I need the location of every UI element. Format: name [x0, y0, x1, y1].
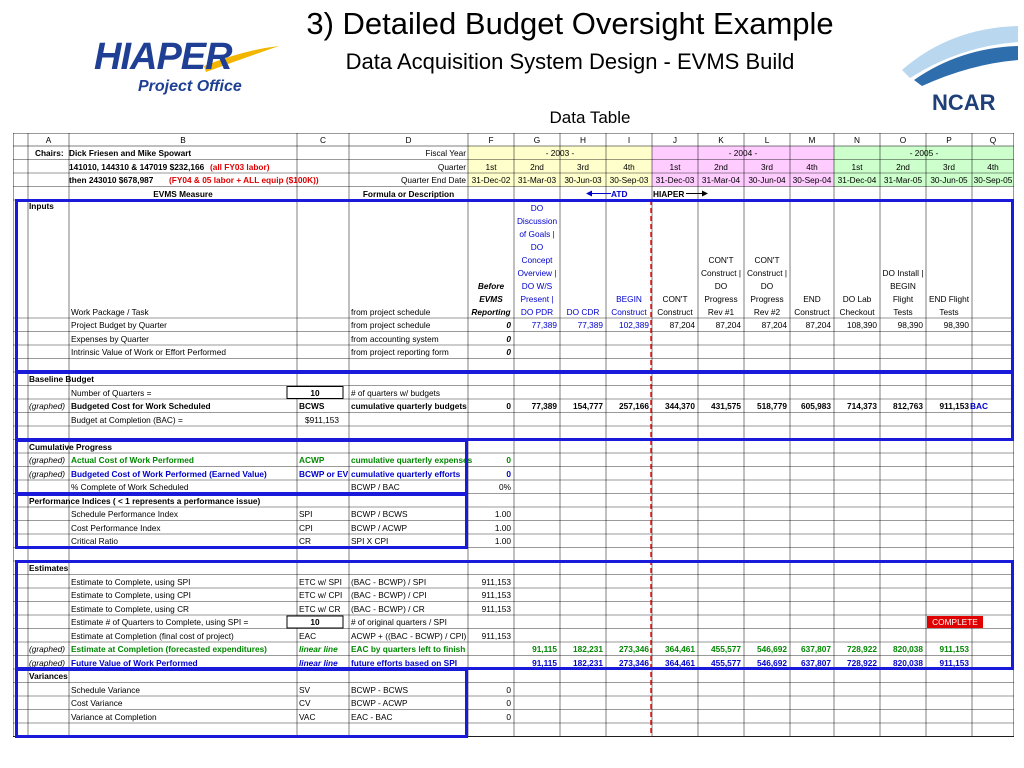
future-value-value: 455,577: [711, 657, 741, 668]
quarter-date: 31-Mar-05: [883, 175, 923, 185]
estimate-label: Estimate to Complete, using CR: [71, 603, 190, 614]
column-letter: H: [580, 134, 586, 145]
milestone-k: Progress: [704, 294, 738, 304]
milestone-l: Construct |: [747, 268, 787, 278]
cumulative-desc: cumulative quarterly efforts: [351, 468, 461, 479]
quarter-cell: 1st: [669, 161, 681, 172]
graphed-tag: (graphed): [29, 401, 65, 411]
input-row-source: from project schedule: [351, 320, 431, 330]
milestone-m: END: [803, 294, 821, 304]
evms-measure-header: EVMS Measure: [153, 188, 213, 199]
column-letter: G: [533, 134, 541, 145]
future-value-value: 91,115: [532, 657, 557, 668]
budget-value: 102,389: [619, 320, 649, 330]
budget-value: 87,204: [715, 320, 741, 330]
budget-spreadsheet: [13, 133, 1014, 745]
quarter-label: Quarter: [437, 161, 466, 172]
bcws-value: 714,373: [847, 401, 877, 411]
cumulative-desc: BCWP / BAC: [351, 482, 400, 492]
eac-forecast-label: Estimate at Completion (forecasted expenditures): [71, 644, 267, 654]
cumulative-label: % Complete of Work Scheduled: [71, 482, 189, 492]
bcws-value: 605,983: [801, 401, 831, 411]
estimate-f: 911,153: [481, 590, 511, 600]
eac-forecast-value: 820,038: [893, 644, 923, 654]
input-row-source: from project schedule: [351, 306, 431, 317]
complete-badge: COMPLETE: [932, 617, 978, 627]
page-title: 3) Detailed Budget Oversight Example: [306, 6, 834, 41]
column-letter: J: [672, 134, 678, 145]
bcws-value: 344,370: [665, 401, 695, 411]
quarter-end-label: Quarter End Date: [400, 175, 466, 185]
milestone-l: DO: [760, 281, 774, 291]
milestone-g: Concept: [521, 255, 553, 265]
graphed-tag: (graphed): [29, 468, 65, 479]
quarter-date: 30-Jun-05: [930, 175, 968, 185]
milestone-n: Checkout: [839, 307, 875, 317]
estimate-abbrev: ETC w/ CPI: [299, 590, 343, 600]
hiaper-label: HIAPER: [653, 188, 685, 199]
cumulative-section-label: Cumulative Progress: [29, 441, 112, 452]
milestone-j: CON'T: [662, 294, 688, 304]
year-2005: - 2005 -: [909, 148, 939, 158]
atd-label: ATD: [611, 188, 628, 199]
budget-value: 98,390: [943, 320, 969, 330]
milestone-m: Construct: [794, 307, 830, 317]
bcws-value: 812,763: [893, 401, 923, 411]
variance-label: Variance at Completion: [71, 711, 157, 722]
bac-label: Budget at Completion (BAC) =: [71, 414, 183, 425]
performance-label: Cost Performance Index: [71, 522, 161, 533]
quarters-to-complete-desc: # of original quarters / SPI: [351, 617, 447, 627]
performance-abbrev: SPI: [299, 509, 313, 519]
variance-abbrev: CV: [299, 698, 311, 708]
column-letter: K: [718, 134, 724, 145]
future-value-desc: future efforts based on SPI: [351, 657, 458, 668]
input-row-label: Intrinsic Value of Work or Effort Performed: [71, 347, 226, 357]
hiaper-logo-word: HIAPER: [94, 36, 232, 78]
eac-forecast-value: 364,461: [665, 644, 695, 654]
future-value-label: Future Value of Work Performed: [71, 657, 198, 668]
cumulative-label: Actual Cost of Work Performed: [71, 455, 194, 465]
quarters-to-complete-value: 10: [310, 617, 320, 627]
milestone-g: Overview |: [517, 268, 557, 278]
variance-abbrev: SV: [299, 684, 311, 695]
estimate-desc: (BAC - BCWP) / CPI: [351, 590, 427, 600]
eac-forecast-value: 546,692: [757, 644, 787, 654]
column-letter: F: [488, 134, 494, 145]
estimate-desc: (BAC - BCWP) / CR: [351, 603, 425, 614]
input-row-f: 0: [506, 347, 511, 357]
performance-label: Schedule Performance Index: [71, 509, 179, 519]
variance-f: 0: [506, 698, 511, 708]
milestone-g: Present |: [520, 294, 554, 304]
future-value-value: 182,231: [573, 657, 603, 668]
bcws-value: 518,779: [757, 401, 787, 411]
estimate-abbrev: ETC w/ CR: [299, 603, 341, 614]
quarter-cell: 2nd: [896, 161, 910, 172]
performance-abbrev: CPI: [299, 522, 313, 533]
eac-forecast-abbrev: linear line: [299, 644, 338, 654]
milestone-k: Rev #1: [707, 307, 735, 317]
bcws-value: 431,575: [711, 401, 741, 411]
performance-section-label: Performance Indices ( < 1 represents a performance issue): [29, 495, 261, 506]
variance-label: Cost Variance: [71, 698, 123, 708]
bcws-value: 154,777: [573, 401, 603, 411]
performance-desc: SPI X CPI: [351, 536, 389, 546]
milestone-i: Construct: [611, 307, 647, 317]
eac-forecast-value: 455,577: [711, 644, 741, 654]
budget-value: 77,389: [531, 320, 557, 330]
performance-abbrev: CR: [299, 536, 311, 546]
before-evms-text: Before: [477, 281, 505, 291]
quarter-cell: 2nd: [530, 161, 544, 172]
column-letter: N: [854, 134, 860, 145]
column-letter: O: [899, 134, 907, 145]
num-quarters-value: 10: [310, 387, 320, 398]
cumulative-desc: cumulative quarterly expenses: [351, 455, 473, 465]
year-2003: - 2003 -: [545, 148, 575, 158]
hiaper-logo: [94, 36, 294, 106]
estimate-desc: (BAC - BCWP) / SPI: [351, 576, 427, 587]
budget-value: 108,390: [847, 320, 877, 330]
quarter-date: 30-Sep-03: [609, 175, 649, 185]
bac-tag: BAC: [970, 401, 988, 411]
bcws-f: 0: [506, 401, 511, 411]
future-value-value: 911,153: [939, 657, 969, 668]
table-caption: Data Table: [549, 108, 631, 127]
input-row-label: Project Budget by Quarter: [71, 320, 167, 330]
budget-value: 87,204: [669, 320, 695, 330]
quarter-cell: 4th: [806, 161, 818, 172]
milestone-o: Flight: [892, 294, 914, 304]
milestone-l: Rev #2: [753, 307, 781, 317]
input-row-source: from accounting system: [351, 333, 439, 344]
performance-f: 1.00: [494, 522, 511, 533]
variance-label: Schedule Variance: [71, 684, 141, 695]
future-value-value: 546,692: [757, 657, 787, 668]
cumulative-f: 0: [506, 468, 511, 479]
num-quarters-desc: # of quarters w/ budgets: [351, 387, 441, 398]
milestone-g: DO: [530, 242, 544, 252]
milestone-l: Progress: [750, 294, 784, 304]
num-quarters-label: Number of Quarters =: [71, 387, 152, 398]
eac-f: 911,153: [481, 630, 511, 641]
column-letter: M: [808, 134, 816, 145]
eac-forecast-value: 182,231: [573, 644, 603, 654]
ncar-arc-icon: [900, 8, 1020, 93]
budget-line-7: 141010, 144310 & 147019 $232,166: [69, 161, 205, 172]
eac-forecast-value: 273,346: [619, 644, 649, 654]
baseline-section-label: Baseline Budget: [29, 374, 95, 384]
eac-forecast-value: 728,922: [847, 644, 877, 654]
graphed-tag: (graphed): [29, 657, 65, 668]
quarter-date: 30-Jun-04: [748, 175, 786, 185]
milestone-n: DO Lab: [842, 294, 872, 304]
future-value-value: 728,922: [847, 657, 877, 668]
quarter-date: 30-Jun-03: [564, 175, 602, 185]
quarter-cell: 4th: [987, 161, 999, 172]
graphed-tag: (graphed): [29, 644, 65, 654]
quarter-cell: 4th: [623, 161, 635, 172]
milestone-l: CON'T: [754, 255, 780, 265]
estimate-label: Estimate to Complete, using SPI: [71, 576, 191, 587]
milestone-g: of Goals |: [519, 229, 555, 239]
column-letter: L: [764, 134, 770, 145]
milestone-g: DO W/S: [521, 281, 553, 291]
column-letter: A: [45, 134, 52, 145]
ncar-logo-text: NCAR: [932, 90, 996, 115]
quarter-date: 30-Sep-05: [973, 175, 1013, 185]
quarter-date: 31-Dec-02: [471, 175, 511, 185]
milestone-o: BEGIN: [890, 281, 916, 291]
quarter-cell: 3rd: [577, 161, 589, 172]
milestone-h: DO CDR: [566, 307, 600, 317]
milestone-g: DO PDR: [520, 307, 554, 317]
future-value-value: 820,038: [893, 657, 923, 668]
page-subtitle: Data Acquisition System Design - EVMS Build: [345, 49, 795, 74]
variance-desc: BCWP - ACWP: [351, 698, 408, 708]
quarters-to-complete-label: Estimate # of Quarters to Complete, using SPI =: [71, 617, 249, 627]
quarter-cell: 2nd: [714, 161, 728, 172]
variance-desc: BCWP - BCWS: [351, 684, 409, 695]
quarter-cell: 3rd: [761, 161, 773, 172]
quarter-date: 31-Dec-03: [655, 175, 695, 185]
performance-f: 1.00: [494, 536, 511, 546]
quarter-date: 31-Dec-04: [837, 175, 877, 185]
milestone-g: DO: [530, 203, 544, 213]
milestone-j: Construct: [657, 307, 693, 317]
column-letter: B: [180, 134, 186, 145]
estimate-f: 911,153: [481, 576, 511, 587]
milestone-p: Tests: [939, 307, 959, 317]
cumulative-f: 0%: [499, 482, 511, 492]
cumulative-label: Budgeted Cost of Work Performed (Earned Value): [71, 468, 267, 479]
input-row-f: 0: [506, 320, 511, 330]
future-value-value: 273,346: [619, 657, 649, 668]
bcws-desc: cumulative quarterly budgets: [351, 401, 467, 411]
before-evms-text: EVMS: [479, 294, 503, 304]
eac-forecast-value: 637,807: [801, 644, 831, 654]
formula-header: Formula or Description: [362, 188, 455, 199]
eac-forecast-desc: EAC by quarters left to finish: [351, 644, 466, 654]
bcws-abbrev: BCWS: [299, 401, 325, 411]
variance-f: 0: [506, 684, 511, 695]
variance-abbrev: VAC: [299, 711, 316, 722]
future-value-value: 637,807: [801, 657, 831, 668]
variances-section-label: Variances: [29, 671, 68, 681]
estimates-section-label: Estimates: [29, 563, 69, 573]
budget-value: 87,204: [805, 320, 831, 330]
bcws-label: Budgeted Cost for Work Scheduled: [71, 401, 211, 411]
cumulative-f: 0: [506, 455, 511, 465]
budget-value: 77,389: [577, 320, 603, 330]
budget-value: 98,390: [897, 320, 923, 330]
budget-line-7-note: (all FY03 labor): [210, 161, 270, 172]
eac-forecast-value: 911,153: [939, 644, 969, 654]
estimate-f: 911,153: [481, 603, 511, 614]
column-letter: D: [405, 134, 412, 145]
variance-f: 0: [506, 711, 511, 722]
eac-forecast-value: 91,115: [532, 644, 557, 654]
quarter-cell: 1st: [851, 161, 863, 172]
quarter-cell: 1st: [485, 161, 497, 172]
variance-desc: EAC - BAC: [351, 711, 393, 722]
column-letter: C: [320, 134, 326, 145]
budget-line-8-note: (FY04 & 05 labor + ALL equip ($100K)): [169, 175, 319, 185]
estimate-abbrev: ETC w/ SPI: [299, 576, 342, 587]
ncar-logo: [900, 8, 1020, 118]
eac-abbrev: EAC: [299, 630, 317, 641]
performance-desc: BCWP / ACWP: [351, 522, 408, 533]
budget-value: 87,204: [761, 320, 787, 330]
quarter-date: 30-Sep-04: [792, 175, 832, 185]
milestone-i: BEGIN: [616, 294, 642, 304]
milestone-o: DO Install |: [882, 268, 924, 278]
input-row-f: 0: [506, 333, 511, 344]
input-row-source: from project reporting form: [351, 347, 449, 357]
hiaper-logo-sub: Project Office: [138, 78, 242, 95]
cumulative-abbrev: ACWP: [299, 455, 325, 465]
milestone-p: END Flight: [928, 294, 970, 304]
milestone-k: Construct |: [701, 268, 741, 278]
column-letter: P: [946, 134, 952, 145]
graphed-tag: (graphed): [29, 455, 65, 465]
future-value-value: 364,461: [665, 657, 695, 668]
chairs-label: Chairs:: [35, 148, 64, 158]
quarter-date: 31-Mar-04: [701, 175, 741, 185]
estimate-label: Estimate to Complete, using CPI: [71, 590, 191, 600]
quarter-cell: 3rd: [943, 161, 955, 172]
performance-desc: BCWP / BCWS: [351, 509, 408, 519]
fiscal-year-label: Fiscal Year: [425, 148, 466, 158]
chairs-names: Dick Friesen and Mike Spowart: [69, 148, 192, 158]
before-evms-text: Reporting: [471, 307, 511, 317]
bcws-value: 911,153: [939, 401, 969, 411]
milestone-k: CON'T: [708, 255, 734, 265]
future-value-abbrev: linear line: [299, 657, 338, 668]
bcws-value: 77,389: [531, 401, 557, 411]
budget-line-8: then 243010 $678,987: [69, 175, 154, 185]
column-letter: I: [627, 134, 631, 145]
performance-label: Critical Ratio: [71, 536, 119, 546]
input-row-label: Expenses by Quarter: [71, 333, 149, 344]
milestone-o: Tests: [893, 307, 913, 317]
quarter-date: 31-Mar-03: [517, 175, 557, 185]
bcws-value: 257,166: [619, 401, 649, 411]
milestone-g: Discussion: [516, 216, 558, 226]
column-letter: Q: [989, 134, 997, 145]
input-row-label: Work Package / Task: [71, 306, 149, 317]
year-2004: - 2004 -: [728, 148, 758, 158]
bac-value: $911,153: [305, 414, 339, 425]
performance-f: 1.00: [494, 509, 511, 519]
milestone-k: DO: [714, 281, 728, 291]
eac-desc: ACWP + ((BAC - BCWP) / CPI): [351, 630, 467, 641]
eac-label: Estimate at Completion (final cost of project): [71, 630, 234, 641]
inputs-section-label: Inputs: [29, 201, 54, 211]
cumulative-abbrev: BCWP or EV: [299, 468, 349, 479]
